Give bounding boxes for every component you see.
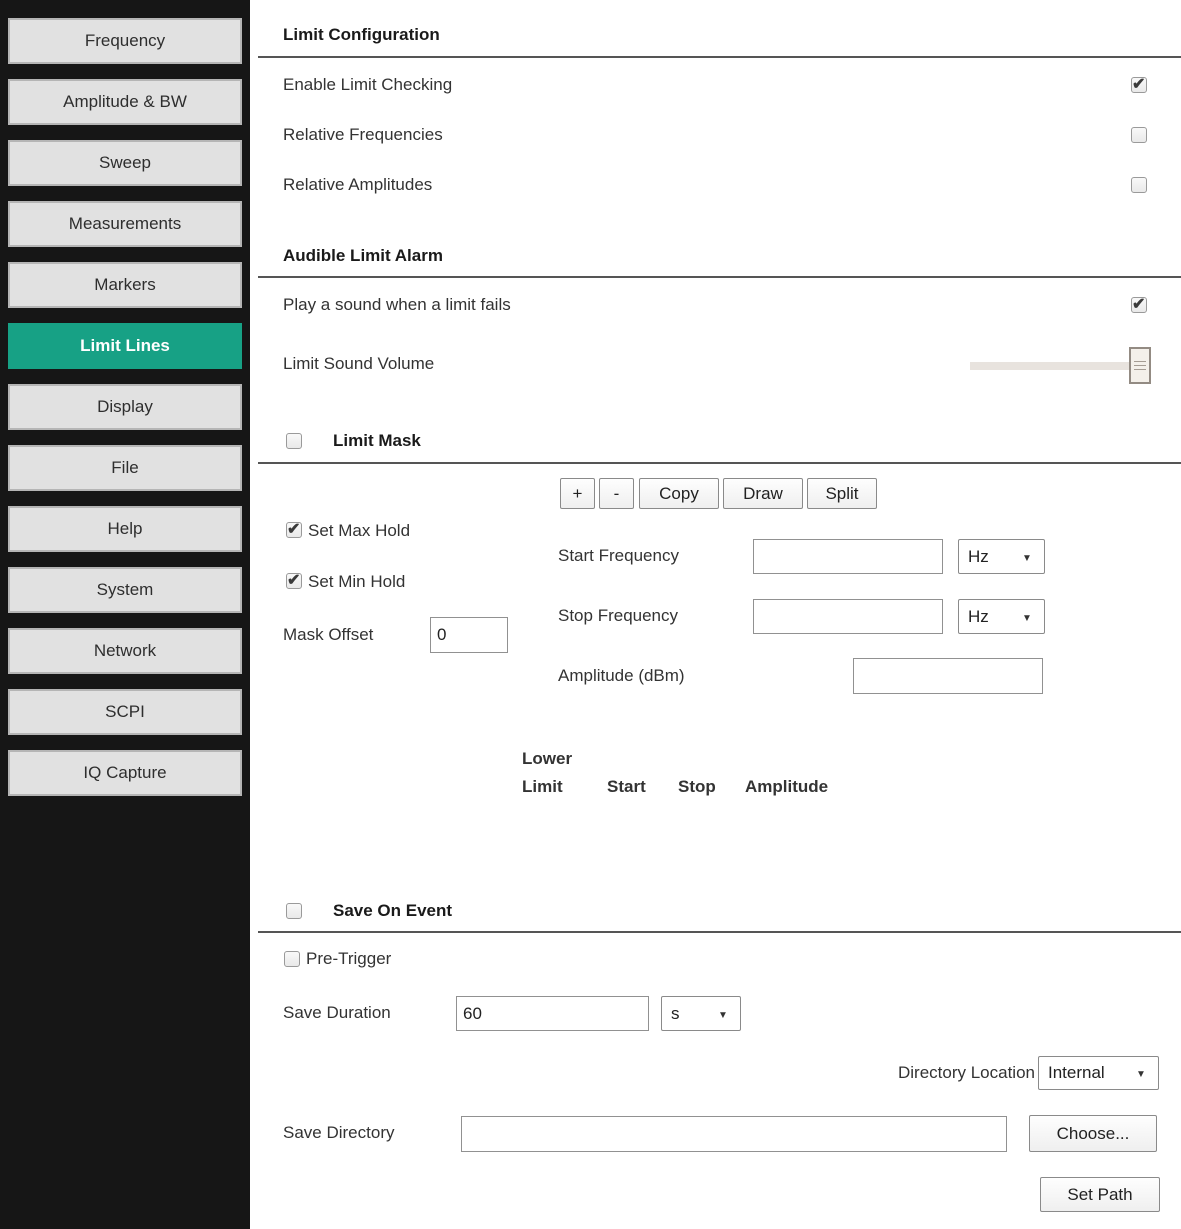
mask-offset-label: Mask Offset <box>283 625 374 644</box>
start-frequency-unit-select[interactable] <box>958 539 1045 574</box>
pre-trigger-checkbox[interactable] <box>284 951 300 967</box>
sidebar-item-file[interactable]: File <box>8 445 242 491</box>
directory-location-value: Internal <box>1048 1063 1105 1082</box>
set-min-hold-checkbox[interactable] <box>286 573 302 589</box>
limit-table-header-lower: Lower <box>522 749 573 768</box>
slider-track[interactable] <box>970 362 1140 370</box>
save-duration-unit-select[interactable] <box>661 996 741 1031</box>
save-duration-input[interactable] <box>456 996 649 1031</box>
limit-table-header-limit: Limit <box>522 777 563 796</box>
limit-table-header-amplitude: Amplitude <box>745 777 829 796</box>
set-min-hold-label: Set Min Hold <box>308 572 406 591</box>
relative-amplitudes-checkbox[interactable] <box>1131 177 1147 193</box>
save-duration-unit-value: s <box>671 1003 680 1023</box>
mask-offset-input[interactable] <box>430 617 508 653</box>
save-on-event-heading: Save On Event <box>333 901 453 920</box>
sidebar-item-system[interactable]: System <box>8 567 242 613</box>
audible-limit-alarm-heading: Audible Limit Alarm <box>283 246 443 265</box>
save-on-event-checkbox[interactable] <box>286 903 302 919</box>
save-duration-label: Save Duration <box>283 1003 391 1022</box>
limit-table-header-stop: Stop <box>678 777 716 796</box>
relative-amplitudes-label: Relative Amplitudes <box>283 175 433 194</box>
chevron-down-icon <box>1022 548 1044 566</box>
slider-thumb[interactable] <box>1129 347 1151 384</box>
section-divider <box>258 462 1181 464</box>
set-path-button[interactable]: Set Path <box>1040 1177 1160 1212</box>
sidebar-item-scpi[interactable]: SCPI <box>8 689 242 735</box>
directory-location-select[interactable] <box>1038 1056 1159 1090</box>
sidebar-item-network[interactable]: Network <box>8 628 242 674</box>
start-frequency-label: Start Frequency <box>558 546 679 565</box>
save-directory-input[interactable] <box>461 1116 1007 1152</box>
sidebar-item-iq-capture[interactable]: IQ Capture <box>8 750 242 796</box>
amplitude-label: Amplitude (dBm) <box>558 666 685 685</box>
limit-sound-volume-slider[interactable] <box>970 347 1140 384</box>
start-frequency-input[interactable] <box>753 539 943 574</box>
chevron-down-icon <box>1022 608 1044 626</box>
sidebar-item-help[interactable]: Help <box>8 506 242 552</box>
section-divider <box>258 276 1181 278</box>
limit-mask-heading: Limit Mask <box>333 431 421 450</box>
enable-limit-checking-checkbox[interactable] <box>1131 77 1147 93</box>
set-max-hold-checkbox[interactable] <box>286 522 302 538</box>
stop-frequency-unit-value: Hz <box>968 606 989 626</box>
sidebar-item-frequency[interactable]: Frequency <box>8 18 242 64</box>
sidebar-item-limit-lines[interactable]: Limit Lines <box>8 323 242 369</box>
start-frequency-unit-value: Hz <box>968 546 989 566</box>
limit-mask-checkbox[interactable] <box>286 433 302 449</box>
mask-copy-button[interactable]: Copy <box>639 478 719 509</box>
section-divider <box>258 931 1181 933</box>
stop-frequency-unit-select[interactable] <box>958 599 1045 634</box>
relative-frequencies-checkbox[interactable] <box>1131 127 1147 143</box>
sidebar-item-measurements[interactable]: Measurements <box>8 201 242 247</box>
set-max-hold-label: Set Max Hold <box>308 521 411 540</box>
sidebar-item-amplitude-bw[interactable]: Amplitude & BW <box>8 79 242 125</box>
play-sound-checkbox[interactable] <box>1131 297 1147 313</box>
limit-table-header-start: Start <box>607 777 646 796</box>
choose-directory-button[interactable]: Choose... <box>1029 1115 1157 1152</box>
stop-frequency-input[interactable] <box>753 599 943 634</box>
sidebar <box>0 0 250 1229</box>
directory-location-label: Directory Location <box>897 1063 1035 1082</box>
chevron-down-icon <box>1136 1064 1158 1082</box>
relative-frequencies-label: Relative Frequencies <box>283 125 443 144</box>
limit-configuration-heading: Limit Configuration <box>283 25 440 44</box>
play-sound-label: Play a sound when a limit fails <box>283 295 511 314</box>
section-divider <box>258 56 1181 58</box>
limit-sound-volume-label: Limit Sound Volume <box>283 354 435 373</box>
amplitude-input[interactable] <box>853 658 1043 694</box>
sidebar-item-sweep[interactable]: Sweep <box>8 140 242 186</box>
chevron-down-icon <box>718 1005 740 1023</box>
mask-remove-button[interactable]: - <box>599 478 634 509</box>
mask-draw-button[interactable]: Draw <box>723 478 803 509</box>
enable-limit-checking-label: Enable Limit Checking <box>283 75 453 94</box>
pre-trigger-label: Pre-Trigger <box>306 949 392 968</box>
mask-add-button[interactable]: + <box>560 478 595 509</box>
stop-frequency-label: Stop Frequency <box>558 606 679 625</box>
sidebar-item-markers[interactable]: Markers <box>8 262 242 308</box>
mask-split-button[interactable]: Split <box>807 478 877 509</box>
settings-panel <box>250 0 1181 1229</box>
sidebar-item-display[interactable]: Display <box>8 384 242 430</box>
save-directory-label: Save Directory <box>283 1123 395 1142</box>
